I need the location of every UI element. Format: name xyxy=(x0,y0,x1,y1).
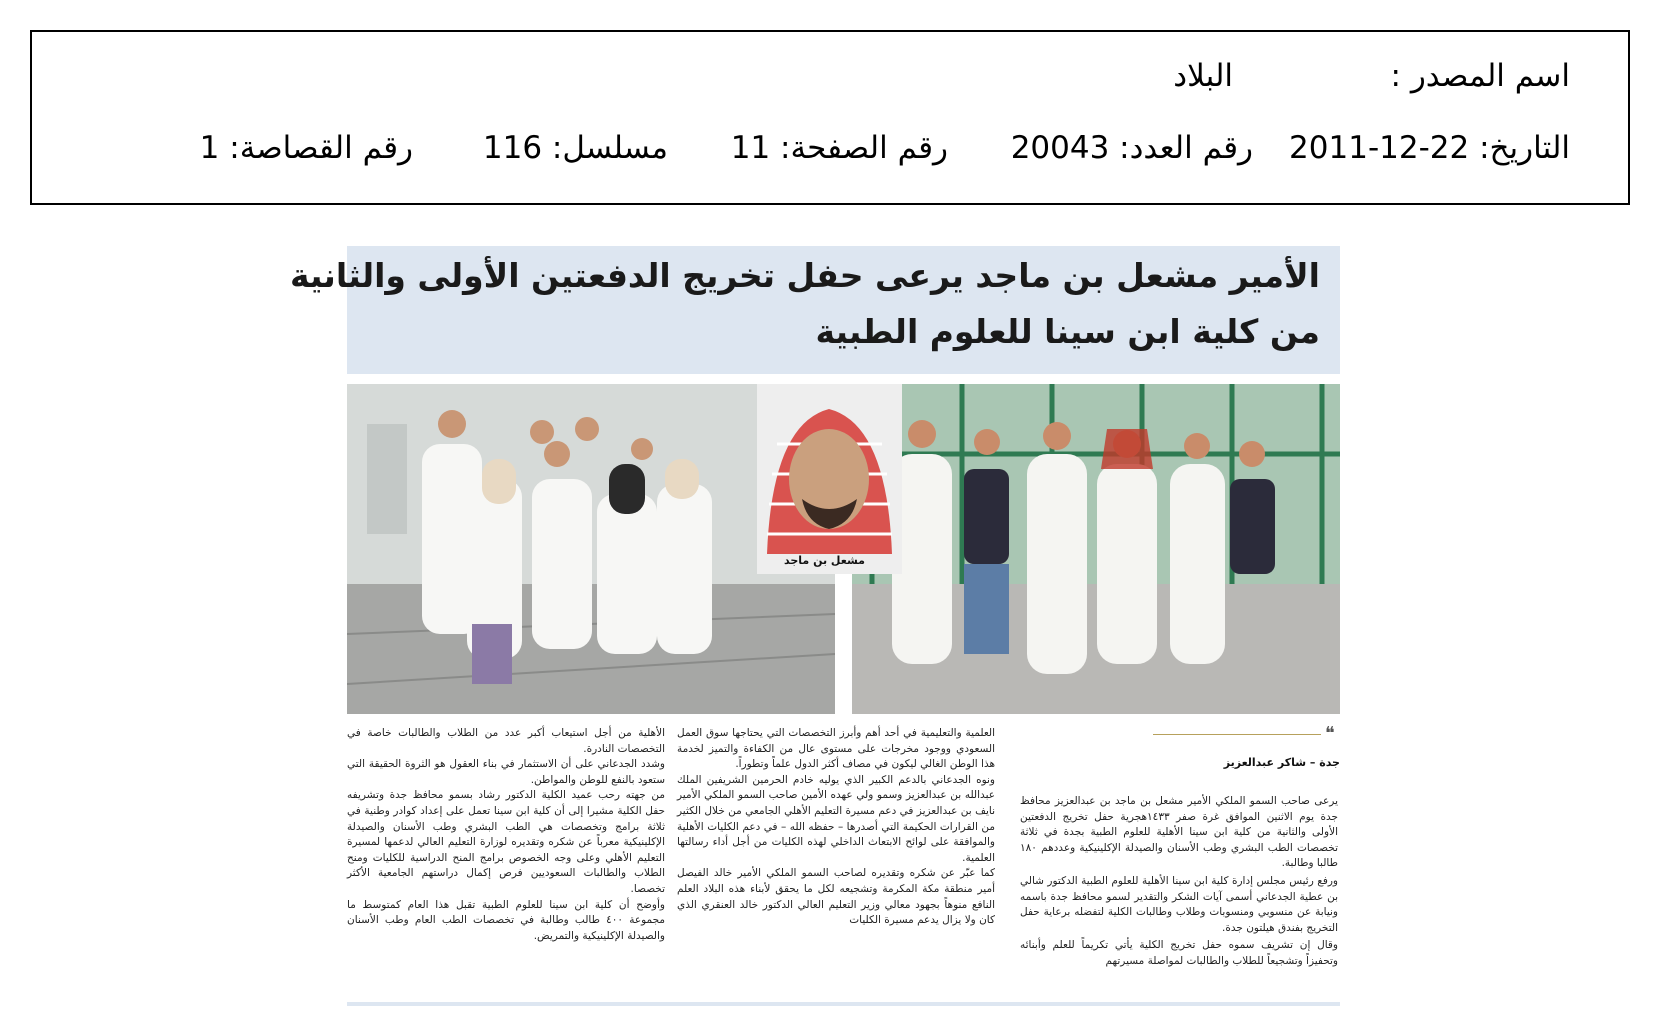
paragraph: ورفع رئيس مجلس إدارة كلية ابن سينا الأهلية للعلوم الطبية الدكتور شالي بن عطية الجدعاني أسمى آيات الشكر والتقدير لسمو محافظ جدة باسمه ونيابة عن منسوبي ومنسوبات وطلاب وطالبات الكلية لتفضله برعاية حفل التخريج بفندق هيلتون جدة. xyxy=(1020,874,1338,934)
page-number-field: رقم الصفحة: 11 xyxy=(730,130,948,166)
headline-line-1: الأمير مشعل بن ماجد يرعى حفل تخريج الدفعتين الأولى والثانية xyxy=(289,256,1320,295)
headline-band xyxy=(289,246,1340,374)
portrait-caption: مشعل بن ماجد xyxy=(784,554,865,567)
byline-rule xyxy=(1153,734,1321,735)
article-column-left xyxy=(347,726,665,944)
issue-number-field: رقم العدد: 20043 xyxy=(1010,130,1253,166)
paragraph: وقال إن تشريف سموه حفل تخريج الكلية يأتي تكريماً للعلم وأبنائه وتحفيزاً وتشجيعاً للطلاب والطالبات لمواصلة مسيرتهم xyxy=(1020,939,1338,967)
paragraph: وأوضح أن كلية ابن سينا للعلوم الطبية تقبل هذا العام كمتوسط ما مجموعة ٤٠٠ طالب وطالبة في تخصصات الطب العام وطب الأسنان والصيدلة الإكلينيكية والتمريض. xyxy=(347,898,665,942)
paragraph: من جهته رحب عميد الكلية الدكتور رشاد بسمو محافظ جدة وتشريفه حفل الكلية مشيرا إلى أن كلية ابن سينا تعمل على إعداد كوادر وطنية في ثلاثة برامج وتخصصات هي الطب البشري وطب الأسنان والصيدلة الإكلينيكية معرباً عن شكره وتقديره لوزارة التعليم العالي لدعمها لمسيرة التعليم الأهلي وعلى وجه الخصوص برامج المنح الدراسية للكليات ومنح الطلاب والطالبات السعوديين فرص إكمال دراستهم الجامعية الأكثر تخصصا. xyxy=(347,789,665,895)
paragraph: كما عبّر عن شكره وتقديره لصاحب السمو الملكي الأمير خالد الفيصل أمير منطقة مكة المكرمة وتشجيعه لكل ما يحقق لأبناء هذه البلاد العلم النافع منوهاً بجهود معالي وزير التعليم العالي الدكتور خالد العنقري الذي كان ولا يزال يدعم مسيرة الكليات xyxy=(677,867,995,927)
source-label: اسم المصدر : xyxy=(1390,58,1570,94)
date-field: التاريخ: 22-12-2011 xyxy=(1289,130,1570,166)
headline-line-2: من كلية ابن سينا للعلوم الطبية xyxy=(815,312,1320,351)
source-value: البلاد xyxy=(1173,58,1233,94)
article-column-middle xyxy=(677,726,995,929)
byline: جدة – شاكر عبدالعزيز xyxy=(1223,756,1340,769)
paragraph: العلمية والتعليمية في أحد أهم وأبرز التخصصات التي يحتاجها سوق العمل السعودي ووجود مخرجات على مستوى عال من الكفاءة والتميز لخدمة هذا الوطن الغالي ليكون في مصاف أكثر الدول علماً وتطوراً. xyxy=(677,727,995,771)
group-photo-officials xyxy=(852,384,1340,714)
article-column-right xyxy=(1020,794,1338,972)
paragraph: الأهلية من أجل استيعاب أكبر عدد من الطلاب والطالبات خاصة في التخصصات النادرة. xyxy=(347,727,665,755)
newspaper-article xyxy=(289,246,1340,1006)
paragraph: وشدد الجدعاني على أن الاستثمار في بناء العقول هو الثروة الحقيقة التي ستعود بالنفع للوطن والمواطن. xyxy=(347,758,665,786)
paragraph: ونوه الجدعاني بالدعم الكبير الذي يوليه خادم الحرمين الشريفين الملك عبدالله بن عبدالعزيز وسمو ولي عهده الأمين صاحب السمو الملكي الأمير نايف بن عبدالعزيز في دعم مسيرة التعليم الأهلي الجامعي من خلال الكثير من القرارات الحكيمة التي أصدرها – حفظه الله – في دعم الكليات الأهلية والموافقة على لوائح الابتعاث الداخلي لهذه الكليات من أجل أداء رسالتها العلمية. xyxy=(677,773,995,864)
quote-mark-icon: ❝ xyxy=(1325,723,1335,744)
portrait-photo xyxy=(757,384,902,574)
paragraph: يرعى صاحب السمو الملكي الأمير مشعل بن ماجد بن عبدالعزيز محافظ جدة يوم الاثنين الموافق غرة صفر ١٤٣٣هجرية حفل تخريج الدفعتين الأولى والثانية من كلية ابن سينا الأهلية للعلوم الطبية بجدة في ثلاثة تخصصات الطب البشري وطب الأسنان والصيدلة الإكلينيكية وعددهم ١٨٠ طالبا وطالبة. xyxy=(1020,795,1338,870)
bottom-rule xyxy=(347,1002,1340,1006)
serial-field: مسلسل: 116 xyxy=(482,130,668,166)
clip-number-field: رقم القصاصة: 1 xyxy=(199,130,413,166)
clipping-header-box xyxy=(30,30,1630,205)
